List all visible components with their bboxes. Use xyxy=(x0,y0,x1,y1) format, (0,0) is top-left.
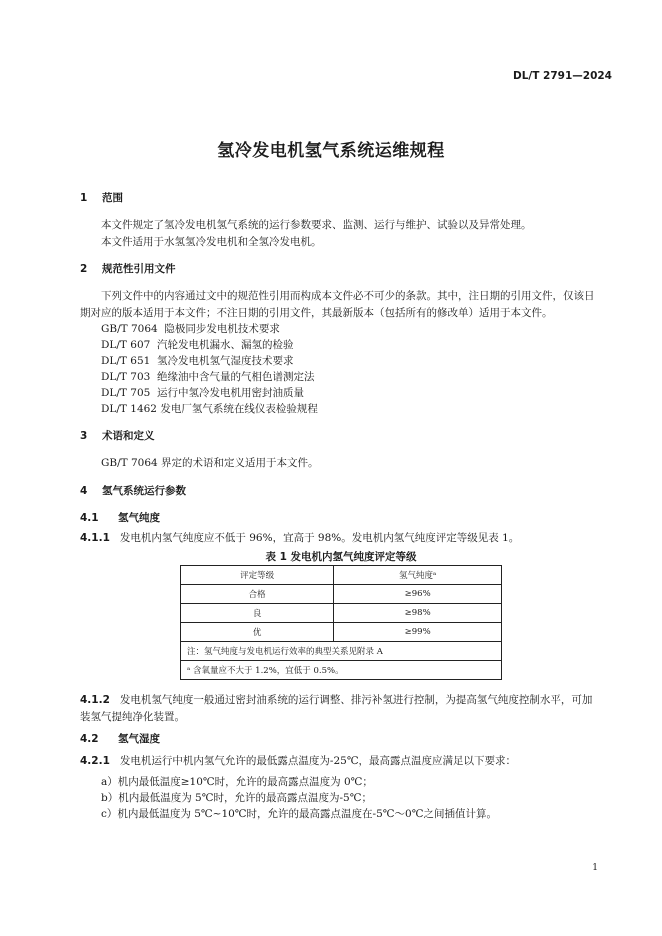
table-note-row xyxy=(181,642,502,661)
reference-item: GB/T 7064 隐极同步发电机技术要求 xyxy=(101,323,280,335)
reference-item: DL/T 1462 发电厂氢气系统在线仪表检验规程 xyxy=(101,403,318,415)
table-cell: ≥96% xyxy=(334,585,502,604)
scope-paragraph-2: 本文件适用于水氢氢冷发电机和全氢冷发电机。 xyxy=(101,235,322,248)
section-heading-2: 2 规范性引用文件 xyxy=(80,263,176,275)
table-cell: ≥98% xyxy=(334,604,502,623)
list-item: c）机内最低温度为 5℃~10℃时，允许的最高露点温度在-5℃～0℃之间插值计算。 xyxy=(101,807,497,820)
clause-4-2-1: 4.2.1 发电机运行中机内氢气允许的最低露点温度为-25℃，最高露点温度应满足以下要求： xyxy=(80,755,517,767)
table-footnote-row xyxy=(181,661,502,680)
reference-item: DL/T 703 绝缘油中含气量的气相色谱测定法 xyxy=(101,371,315,383)
reference-list xyxy=(80,321,602,417)
standard-code: DL/T 2791—2024 xyxy=(512,70,612,82)
list-item: b）机内最低温度为 5℃时，允许的最高露点温度为-5℃； xyxy=(101,791,372,804)
table-header-cell: 氢气纯度ᵃ xyxy=(334,566,502,585)
scope-paragraph-1: 本文件规定了氢冷发电机氢气系统的运行参数要求、监测、运行与维护、试验以及异常处理。 xyxy=(101,219,532,231)
terms-paragraph: GB/T 7064 界定的术语和定义适用于本文件。 xyxy=(101,457,319,469)
subsection-heading-4-2: 4.2 氢气湿度 xyxy=(80,733,160,745)
table-note: 注：氢气纯度与发电机运行效率的典型关系见附录 A xyxy=(181,642,502,661)
section-heading-4: 4 氢气系统运行参数 xyxy=(80,484,186,497)
reference-item: DL/T 651 氢冷发电机氢气湿度技术要求 xyxy=(101,355,294,367)
table-cell: ≥99% xyxy=(334,623,502,642)
table-cell: 合格 xyxy=(181,585,334,604)
table-caption: 表 1 发电机内氢气纯度评定等级 xyxy=(265,551,417,563)
reference-item: DL/T 705 运行中氢冷发电机用密封油质量 xyxy=(101,387,304,399)
table-row xyxy=(181,604,502,623)
table-header-cell: 评定等级 xyxy=(181,566,334,585)
document-body xyxy=(80,190,602,822)
subsection-heading-4-1: 4.1 氢气纯度 xyxy=(80,511,160,524)
table-cell: 良 xyxy=(181,604,334,623)
normative-references-intro: 下列文件中的内容通过文中的规范性引用而构成本文件必不可少的条款。其中，注日期的引用文件，仅该日期对应的版本适用于本文件；不注日期的引用文件，其最新版本（包括所有的修改单）适用于本文件。 xyxy=(80,290,595,319)
requirement-list xyxy=(80,774,602,822)
table-row xyxy=(181,585,502,604)
list-item: a）机内最低温度≥10℃时，允许的最高露点温度为 0℃； xyxy=(101,775,373,788)
clause-4-1-2: 4.1.2 发电机氢气纯度一般通过密封油系统的运行调整、排污补氢进行控制，为提高氢气纯度控制水平，可加装氢气提纯净化装置。 xyxy=(80,694,593,723)
page-number: 1 xyxy=(592,863,598,873)
table-header-row xyxy=(181,566,502,585)
table-cell: 优 xyxy=(181,623,334,642)
clause-4-1-1: 4.1.1 发电机内氢气纯度应不低于 96%，宜高于 98%。发电机内氢气纯度评定等级见表 1。 xyxy=(80,531,520,544)
table-footnote: ᵃ 含氧量应不大于 1.2%，宜低于 0.5%。 xyxy=(181,661,502,680)
section-heading-3: 3 术语和定义 xyxy=(80,430,155,442)
table-row xyxy=(181,623,502,642)
section-heading-1: 1 范围 xyxy=(80,192,123,204)
reference-item: DL/T 607 汽轮发电机漏水、漏氢的检验 xyxy=(101,339,294,351)
purity-grade-table xyxy=(180,565,502,680)
document-title: 氢冷发电机氢气系统运维规程 xyxy=(217,141,445,161)
